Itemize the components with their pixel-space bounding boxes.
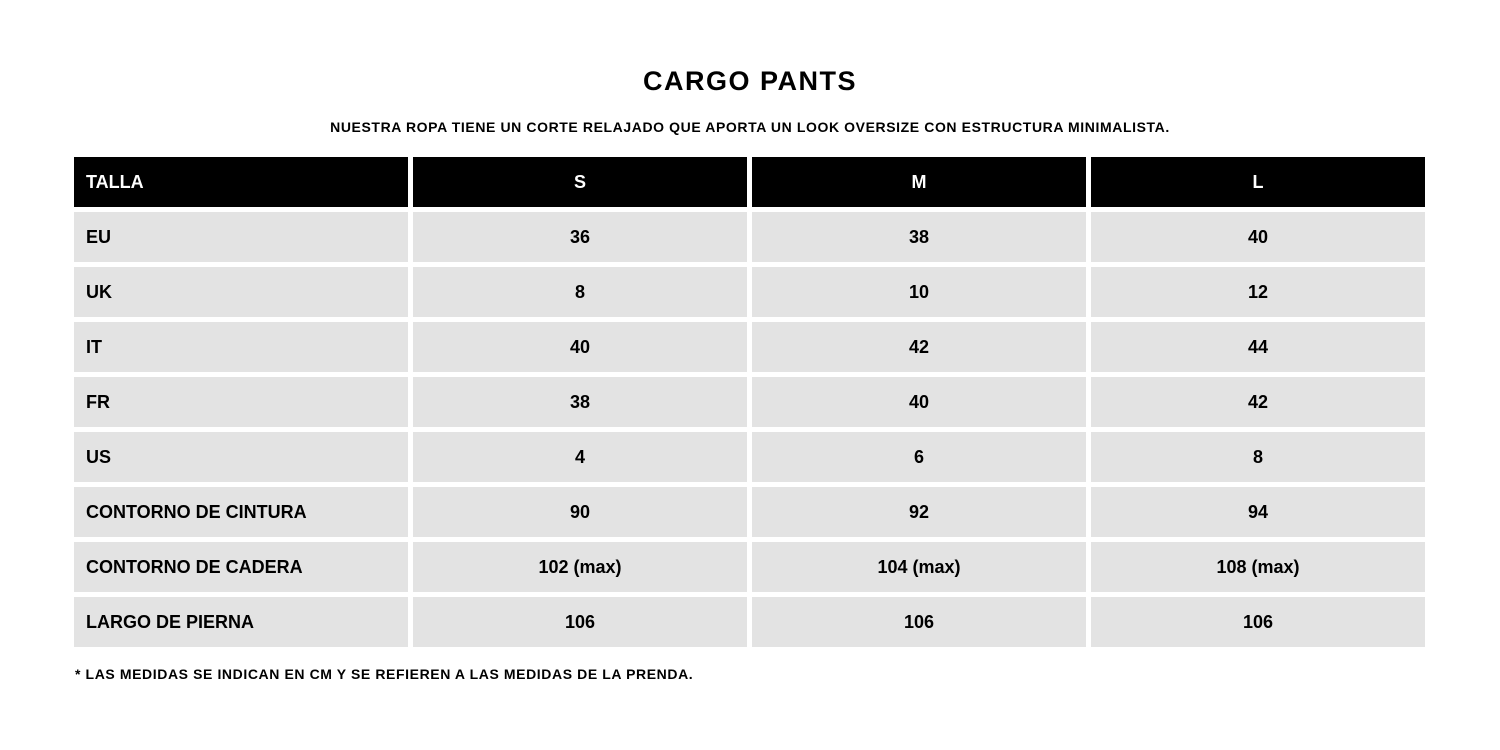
row-label: US [74,432,408,482]
row-label: LARGO DE PIERNA [74,597,408,647]
table-cell: 106 [1091,597,1425,647]
footnote: * LAS MEDIDAS SE INDICAN EN CM Y SE REFIEREN A LAS MEDIDAS DE LA PRENDA. [75,666,694,682]
table-cell: 10 [752,267,1086,317]
page-title: CARGO PANTS [642,66,857,96]
size-chart-table [69,152,1430,652]
table-cell: 90 [413,487,747,537]
header-cell-talla: TALLA [74,157,408,207]
header-cell-m: M [752,157,1086,207]
table-row [74,542,1425,592]
table-cell: 92 [752,487,1086,537]
table-cell: 42 [1091,377,1425,427]
table-row [74,212,1425,262]
table-cell: 40 [1091,212,1425,262]
table-cell: 40 [413,322,747,372]
table-row [74,487,1425,537]
table-cell: 4 [413,432,747,482]
table-row [74,597,1425,647]
table-header-row [74,157,1425,207]
row-label: UK [74,267,408,317]
table-cell: 6 [752,432,1086,482]
table-cell: 8 [1091,432,1425,482]
header-cell-s: S [413,157,747,207]
row-label: CONTORNO DE CADERA [74,542,408,592]
row-label: IT [74,322,408,372]
table-cell: 104 (max) [752,542,1086,592]
row-label: CONTORNO DE CINTURA [74,487,408,537]
table-cell: 12 [1091,267,1425,317]
table-row [74,267,1425,317]
header-cell-l: L [1091,157,1425,207]
table-cell: 102 (max) [413,542,747,592]
table-cell: 40 [752,377,1086,427]
table-row [74,322,1425,372]
table-cell: 42 [752,322,1086,372]
table-cell: 38 [752,212,1086,262]
table-row [74,432,1425,482]
table-cell: 44 [1091,322,1425,372]
page-subtitle: NUESTRA ROPA TIENE UN CORTE RELAJADO QUE APORTA UN LOOK OVERSIZE CON ESTRUCTURA MINIMALISTA. [330,119,1170,135]
table-cell: 106 [752,597,1086,647]
row-label: EU [74,212,408,262]
row-label: FR [74,377,408,427]
table-cell: 94 [1091,487,1425,537]
table-cell: 8 [413,267,747,317]
table-cell: 36 [413,212,747,262]
table-cell: 38 [413,377,747,427]
table-cell: 108 (max) [1091,542,1425,592]
table-row [74,377,1425,427]
table-cell: 106 [413,597,747,647]
